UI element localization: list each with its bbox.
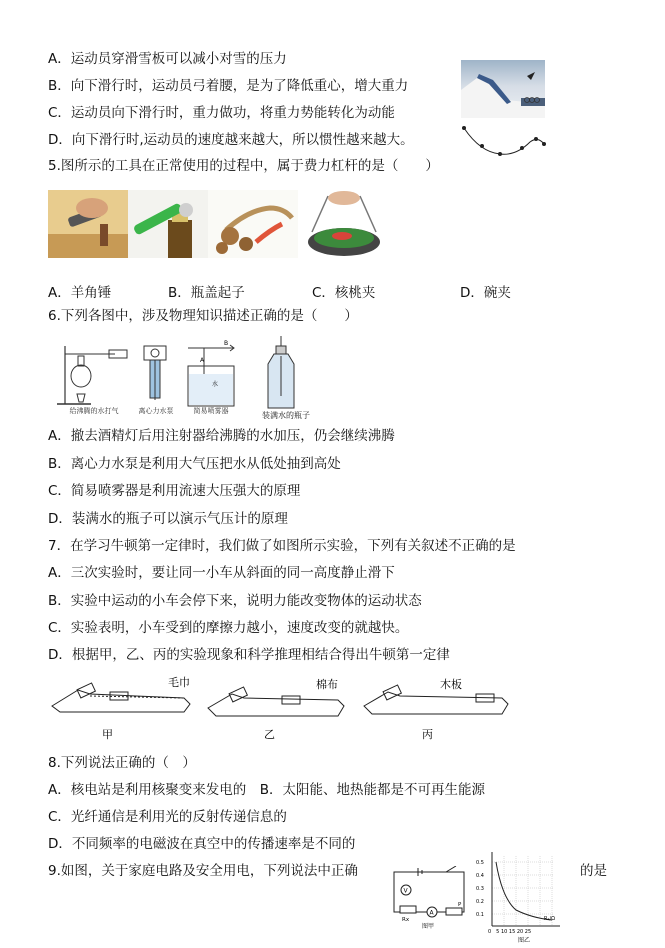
q7-panel-yi: 乙 xyxy=(264,728,275,741)
q5-option-b: B．瓶盖起子 xyxy=(168,285,245,301)
ski-jump-photo xyxy=(461,60,545,118)
q5-option-a: A．羊角锤 xyxy=(48,285,112,301)
q8-option-d: D．不同频率的电磁波在真空中的传播速率是不同的 xyxy=(48,836,356,852)
q7-surface-wood: 木板 xyxy=(440,678,462,691)
q7-panel-jia: 甲 xyxy=(102,728,113,741)
graph-ytick-3: 0.3 xyxy=(476,886,484,892)
q7-question: 7．在学习牛顿第一定律时，我们做了如图所示实验，下列有关叙述不正确的是 xyxy=(48,538,516,554)
graph-ytick-1: 0.5 xyxy=(476,860,484,866)
q8-option-ab: A．核电站是利用核聚变来发电的 B．太阳能、地热能都是不可再生能源 xyxy=(48,782,485,798)
newton-law-experiment-figure xyxy=(50,676,560,746)
circuit-caption: 图甲 xyxy=(422,923,435,930)
q7-option-c: C．实验表明，小车受到的摩擦力越小，速度改变的就越快。 xyxy=(48,620,409,636)
q6-option-d: D．装满水的瓶子可以演示气压计的原理 xyxy=(48,511,288,527)
current-resistance-graph xyxy=(474,848,574,944)
circuit-ammeter-label: A xyxy=(429,909,434,917)
circuit-p-label: P xyxy=(458,902,462,908)
q6-option-c: C．简易喷雾器是利用流速大压强大的原理 xyxy=(48,483,301,499)
q6-option-a: A．撤去酒精灯后用注射器给沸腾的水加压，仍会继续沸腾 xyxy=(48,428,395,444)
bowl-clip-photo xyxy=(298,186,390,262)
graph-ytick-5: 0.1 xyxy=(476,912,484,918)
graph-caption: 图乙 xyxy=(518,937,531,944)
q5-option-c: C．核桃夹 xyxy=(312,285,376,301)
q6-caption-3: 简易喷雾器 xyxy=(193,407,229,415)
q6-question: 6.下列各图中，涉及物理知识描述正确的是（ ） xyxy=(48,308,358,324)
graph-ytick-2: 0.4 xyxy=(476,873,484,879)
q6-caption-1: 给沸腾的水打气 xyxy=(69,407,119,415)
q7-option-a: A．三次实验时，要让同一小车从斜面的同一高度静止滑下 xyxy=(48,565,395,581)
q4-option-b: B．向下滑行时，运动员弓着腰，是为了降低重心，增大重力 xyxy=(48,78,409,94)
q5-question: 5.图所示的工具在正常使用的过程中，属于费力杠杆的是（ ） xyxy=(48,158,439,174)
boiling-water-apparatus-figure xyxy=(55,342,133,412)
q8-question: 8.下列说法正确的（ ） xyxy=(48,755,196,771)
q5-option-d: D．碗夹 xyxy=(460,285,511,301)
sprayer-label-water: 水 xyxy=(212,381,219,388)
sprayer-figure xyxy=(186,338,236,408)
circuit-rx-label: Rx xyxy=(402,917,410,923)
sprayer-label-a: A xyxy=(200,357,205,364)
graph-xaxis-unit: R₂/Ω xyxy=(544,916,555,922)
water-bottle-figure xyxy=(264,336,298,410)
q6-caption-4: 装满水的瓶子 xyxy=(262,411,310,420)
q7-option-d: D．根据甲，乙、丙的实验现象和科学推理相结合得出牛顿第一定律 xyxy=(48,647,450,663)
q6-option-b: B．离心力水泵是利用大气压把水从低处抽到高处 xyxy=(48,456,341,472)
bottle-opener-photo xyxy=(128,190,208,258)
sprayer-label-b: B xyxy=(224,340,229,347)
circuit-voltmeter-label: V xyxy=(403,887,408,895)
q9-question-end: 的是 xyxy=(580,863,607,879)
q7-panel-bing: 丙 xyxy=(422,728,433,741)
nutcracker-photo xyxy=(208,190,298,258)
q4-option-a: A．运动员穿滑雪板可以减小对雪的压力 xyxy=(48,51,287,67)
centrifugal-pump-figure xyxy=(138,344,174,410)
q4-option-d: D．向下滑行时,运动员的速度越来越大，所以惯性越来越大。 xyxy=(48,132,414,148)
circuit-diagram-figure xyxy=(388,866,474,930)
q7-option-b: B．实验中运动的小车会停下来，说明力能改变物体的运动状态 xyxy=(48,593,422,609)
graph-xaxis-ticks: 0 5 10 15 20 25 xyxy=(488,929,532,935)
q4-option-c: C．运动员向下滑行时，重力做功，将重力势能转化为动能 xyxy=(48,105,395,121)
q9-question-start: 9.如图，关于家庭电路及安全用电，下列说法中正确 xyxy=(48,863,358,879)
q8-option-c: C．光纤通信是利用光的反射传递信息的 xyxy=(48,809,287,825)
claw-hammer-photo xyxy=(48,190,129,258)
q6-caption-2: 离心力水泵 xyxy=(138,407,174,415)
ski-trajectory-figure xyxy=(460,122,548,162)
q7-surface-cotton: 棉布 xyxy=(316,678,338,691)
graph-ytick-4: 0.2 xyxy=(476,899,484,905)
q7-surface-towel: 毛巾 xyxy=(168,676,190,689)
